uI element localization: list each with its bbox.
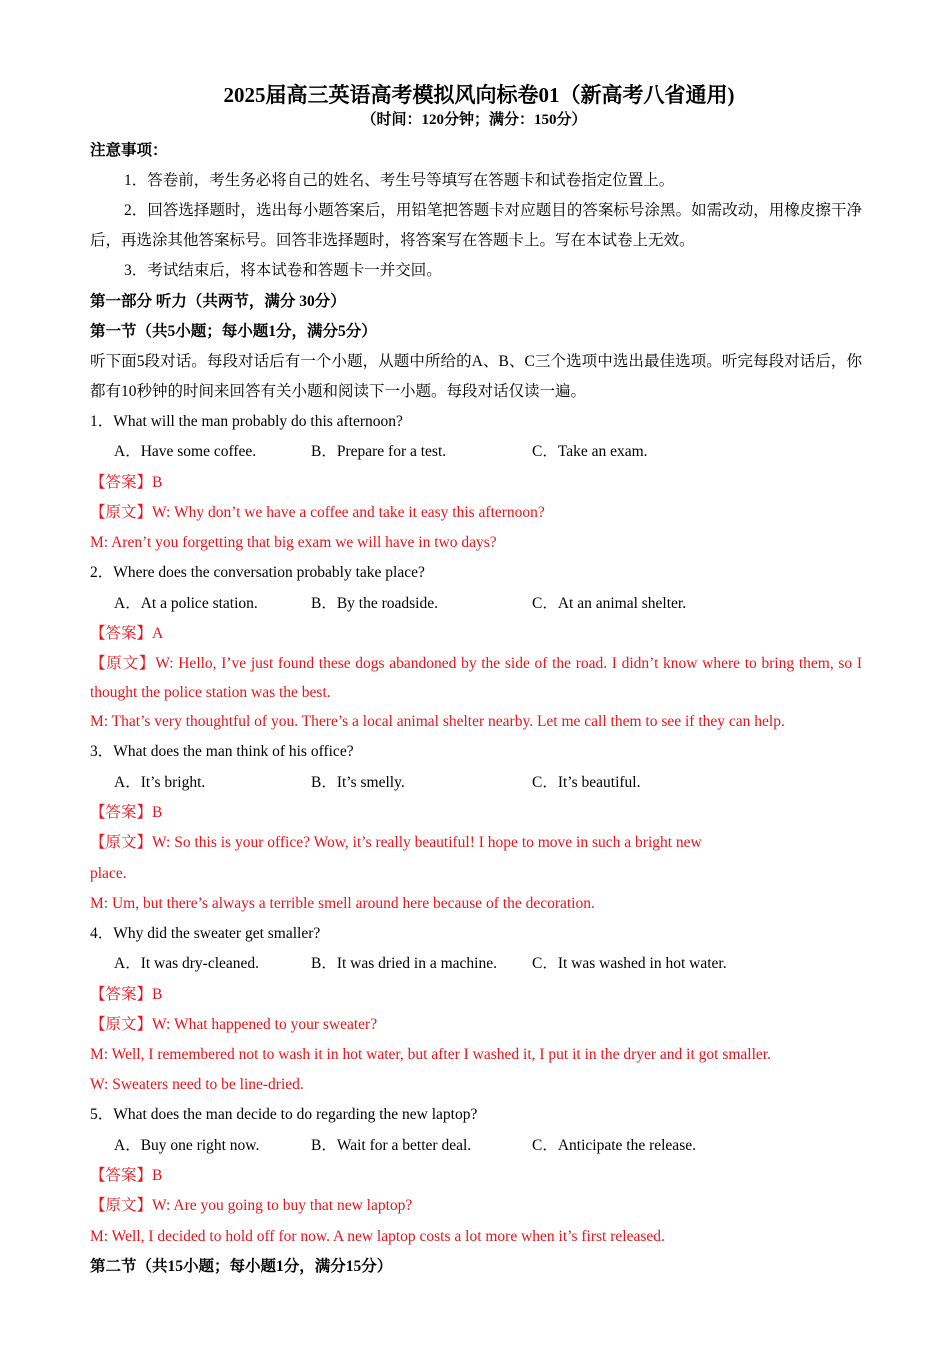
transcript-line: 【原文】W: Why don’t we have a coffee and take it easy this afternoon? <box>90 503 545 521</box>
answer-key: 【答案】B <box>90 985 163 1003</box>
option-b: B．Wait for a better deal. <box>311 1136 472 1154</box>
section1-heading: 第一节（共5小题；每小题1分，满分5分） <box>90 322 377 340</box>
option-a: A．Have some coffee. <box>114 443 257 461</box>
transcript-line: M: That’s very thoughtful of you. There’s a local animal shelter nearby. Let me call them to see if they can help. <box>90 713 785 731</box>
question-stem: 4．Why did the sweater get smaller? <box>90 924 321 942</box>
answer-key: 【答案】A <box>90 625 164 643</box>
transcript-line: M: Well, I remembered not to wash it in hot water, but after I washed it, I put it in the dryer and it got smaller. <box>90 1046 771 1064</box>
option-b: B．It was dried in a machine. <box>311 955 497 973</box>
answer-key: 【答案】B <box>90 804 163 822</box>
notice-heading: 注意事项： <box>90 142 168 159</box>
option-c: C．It was washed in hot water. <box>532 955 727 973</box>
page-subtitle: （时间：120分钟；满分：150分） <box>361 112 587 128</box>
question-options <box>90 589 862 620</box>
part1-heading: 第一部分 听力（共两节，满分 30分） <box>90 292 346 310</box>
question-stem: 3．What does the man think of his office? <box>90 743 354 761</box>
transcript-line: place. <box>90 864 127 882</box>
notice-item: 3．考试结束后，将本试卷和答题卡一并交回。 <box>124 262 442 280</box>
option-c: C．Take an exam. <box>532 443 648 461</box>
question-options <box>90 437 862 468</box>
option-a: A．It was dry-cleaned. <box>114 955 260 973</box>
transcript-line: M: Aren’t you forgetting that big exam we will have in two days? <box>90 534 497 552</box>
question-stem: 5．What does the man decide to do regarding the new laptop? <box>90 1106 478 1124</box>
option-a: A．At a police station. <box>114 594 258 612</box>
transcript-line: W: Sweaters need to be line-dried. <box>90 1076 304 1094</box>
notice-item: 2．回答选择题时，选出每小题答案后，用铅笔把答题卡对应题目的答案标号涂黑。如需改动，用橡皮擦干净后，再选涂其他答案标号。回答非选择题时，将答案写在答题卡上。写在本试卷上无效。 <box>90 202 862 250</box>
page-title: 2025届高三英语高考模拟风向标卷01（新高考八省通用) <box>223 83 735 107</box>
question-options <box>90 768 862 799</box>
transcript-line: 【原文】W: So this is your office? Wow, it’s really beautiful! I hope to move in such a bright new <box>90 834 702 852</box>
option-a: A．It’s bright. <box>114 773 206 791</box>
section2-heading: 第二节（共15小题；每小题1分，满分15分） <box>90 1257 393 1275</box>
question-options <box>90 949 862 980</box>
option-b: B．Prepare for a test. <box>311 443 447 461</box>
answer-key: 【答案】B <box>90 1167 163 1185</box>
answer-key: 【答案】B <box>90 473 163 491</box>
option-a: A．Buy one right now. <box>114 1136 260 1154</box>
question-options <box>90 1131 862 1162</box>
transcript-line: 【原文】W: Are you going to buy that new laptop? <box>90 1197 413 1215</box>
option-b: B．By the roadside. <box>311 594 438 612</box>
transcript-line: M: Um, but there’s always a terrible smell around here because of the decoration. <box>90 894 595 912</box>
transcript-line: 【原文】W: Hello, I’ve just found these dogs abandoned by the side of the road. I didn’t know where to bring them, so I thought the police station was the best. <box>90 655 862 702</box>
option-b: B．It’s smelly. <box>311 773 405 791</box>
notice-item: 1．答卷前，考生务必将自己的姓名、考生号等填写在答题卡和试卷指定位置上。 <box>124 172 675 190</box>
option-c: C．At an animal shelter. <box>532 594 687 612</box>
listening-instructions: 听下面5段对话。每段对话后有一个小题，从题中所给的A、B、C三个选项中选出最佳选项。听完每段对话后，你都有10秒钟的时间来回答有关小题和阅读下一小题。每段对话仅读一遍。 <box>90 353 862 401</box>
question-stem: 1．What will the man probably do this afternoon? <box>90 413 403 431</box>
transcript-line: M: Well, I decided to hold off for now. A new laptop costs a lot more when it’s first released. <box>90 1227 665 1245</box>
option-c: C．Anticipate the release. <box>532 1136 696 1154</box>
question-stem: 2．Where does the conversation probably take place? <box>90 564 425 582</box>
option-c: C．It’s beautiful. <box>532 773 641 791</box>
document-page <box>90 80 862 1282</box>
transcript-line: 【原文】W: What happened to your sweater? <box>90 1015 378 1033</box>
